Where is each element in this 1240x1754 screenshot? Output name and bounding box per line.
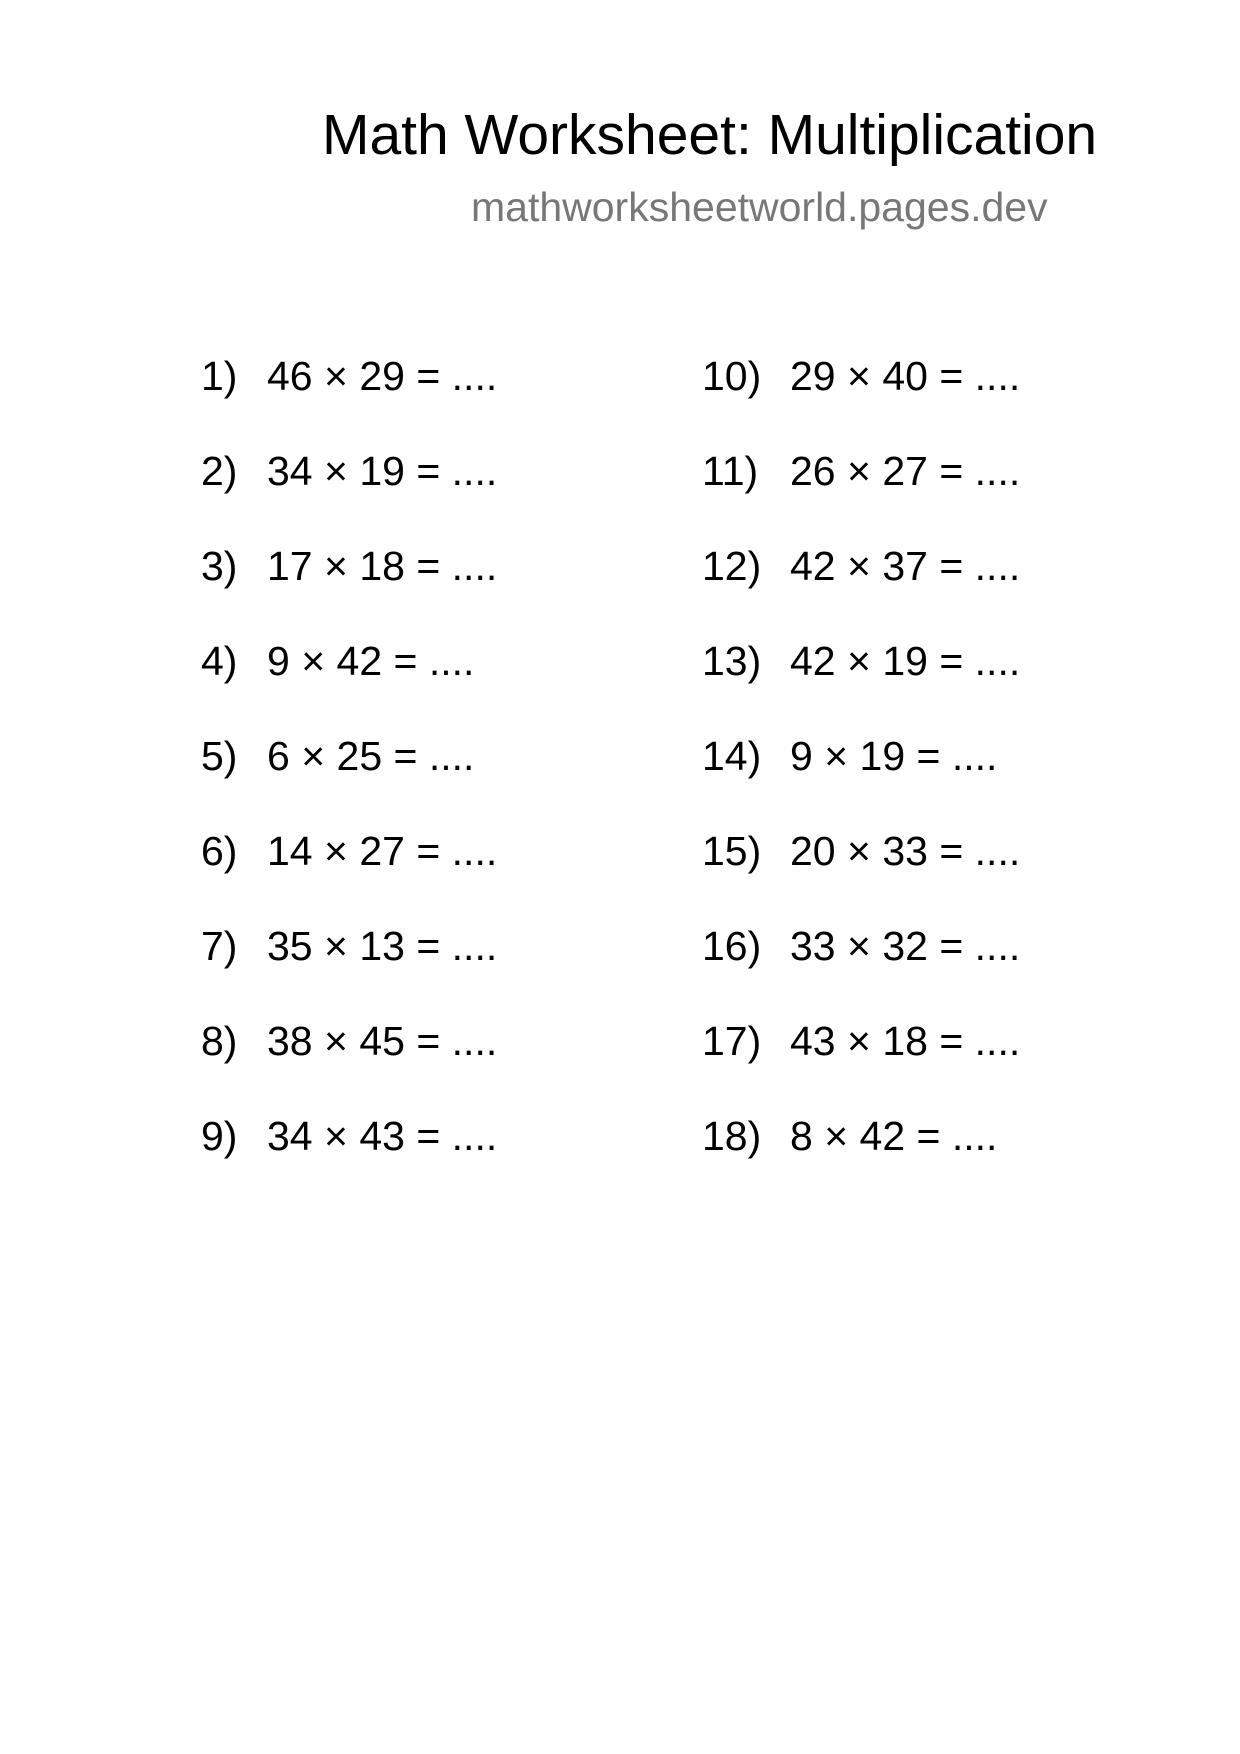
problem-number: 11): [702, 448, 759, 494]
problem-number: 2): [201, 448, 238, 494]
problem-expression: 42 × 37 = ....: [790, 543, 1021, 589]
worksheet-title: Math Worksheet: Multiplication: [322, 103, 1098, 167]
problem-number: 14): [702, 733, 762, 779]
problem-number: 13): [702, 638, 762, 684]
problem-number: 8): [201, 1018, 238, 1064]
problem-number: 1): [201, 353, 238, 399]
problem-12: [702, 541, 1020, 591]
problem-expression: 20 × 33 = ....: [790, 828, 1021, 874]
problem-expression: 9 × 42 = ....: [267, 638, 475, 684]
problem-10: [702, 351, 1020, 401]
problem-number: 4): [201, 638, 238, 684]
problem-expression: 35 × 13 = ....: [267, 923, 498, 969]
worksheet-website: mathworksheetworld.pages.dev: [471, 184, 1048, 230]
problem-number: 3): [201, 543, 238, 589]
problem-15: [702, 826, 1020, 876]
problem-expression: 33 × 32 = ....: [790, 923, 1021, 969]
problem-expression: 17 × 18 = ....: [267, 543, 498, 589]
problem-13: [702, 636, 1020, 686]
problem-number: 5): [201, 733, 238, 779]
problem-number: 15): [702, 828, 762, 874]
problem-number: 6): [201, 828, 238, 874]
problem-number: 17): [702, 1018, 762, 1064]
problem-expression: 42 × 19 = ....: [790, 638, 1021, 684]
problem-expression: 34 × 19 = ....: [267, 448, 498, 494]
problem-14: [702, 731, 997, 781]
problem-expression: 38 × 45 = ....: [267, 1018, 498, 1064]
problem-5: [201, 731, 474, 781]
problem-expression: 29 × 40 = ....: [790, 353, 1021, 399]
problem-7: [201, 921, 497, 971]
problem-number: 9): [201, 1113, 238, 1159]
problem-expression: 6 × 25 = ....: [267, 733, 475, 779]
problem-17: [702, 1016, 1020, 1066]
problem-11: [702, 446, 1020, 496]
problem-3: [201, 541, 497, 591]
problem-number: 12): [702, 543, 762, 589]
problem-expression: 14 × 27 = ....: [267, 828, 498, 874]
problem-number: 18): [702, 1113, 762, 1159]
problem-18: [702, 1111, 997, 1161]
problem-expression: 8 × 42 = ....: [790, 1113, 998, 1159]
problem-number: 10): [702, 353, 762, 399]
problem-expression: 26 × 27 = ....: [790, 448, 1021, 494]
problem-4: [201, 636, 474, 686]
problem-expression: 46 × 29 = ....: [267, 353, 498, 399]
problem-1: [201, 351, 497, 401]
problem-expression: 43 × 18 = ....: [790, 1018, 1021, 1064]
problem-9: [201, 1111, 497, 1161]
problem-6: [201, 826, 497, 876]
problem-expression: 9 × 19 = ....: [790, 733, 998, 779]
problem-number: 7): [201, 923, 238, 969]
problem-expression: 34 × 43 = ....: [267, 1113, 498, 1159]
problem-16: [702, 921, 1020, 971]
problem-number: 16): [702, 923, 762, 969]
problem-8: [201, 1016, 497, 1066]
problem-2: [201, 446, 497, 496]
